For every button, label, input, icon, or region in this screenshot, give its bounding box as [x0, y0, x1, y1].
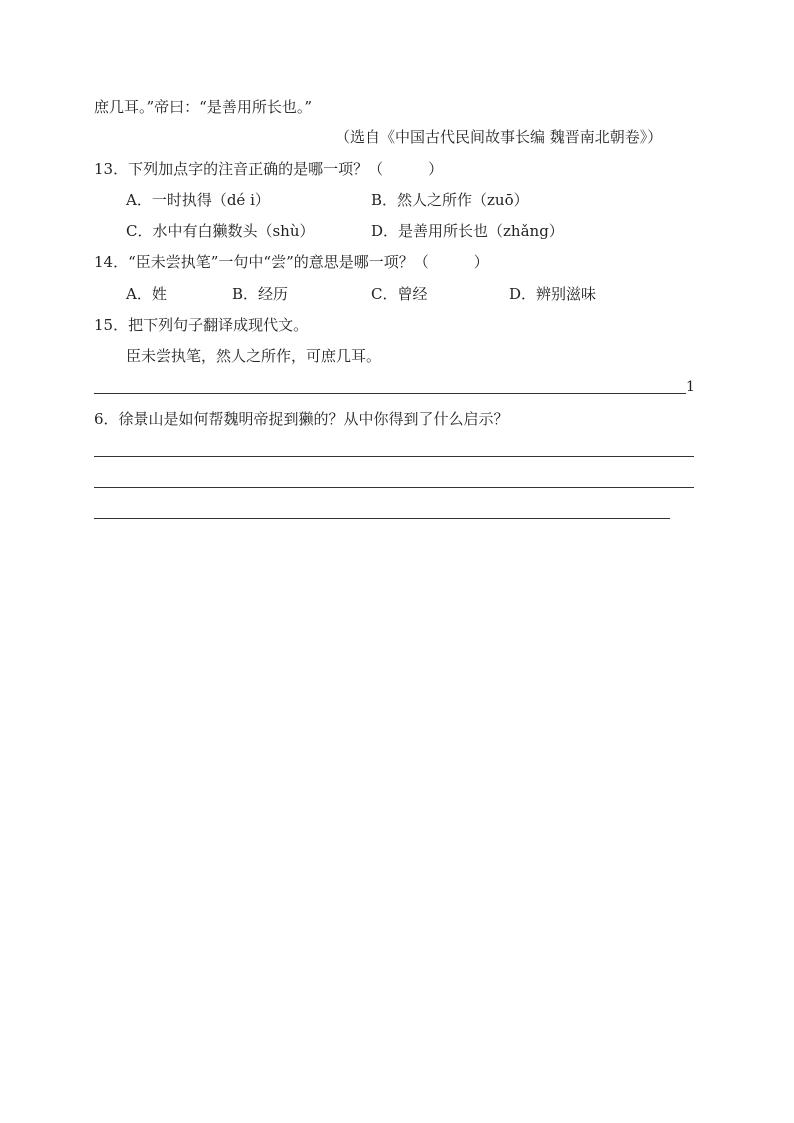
question-13-option-a: A．一时执得（dé i）: [126, 191, 270, 209]
question-14-option-b: B．经历: [232, 285, 289, 303]
question-16-stem: 6．徐景山是如何帮魏明帝捉到獭的？从中你得到了什么启示？: [94, 410, 509, 428]
question-14-option-d: D．辨别滋味: [509, 285, 597, 303]
answer-line-16-2[interactable]: [94, 487, 694, 488]
question-14-option-a: A．姓: [126, 285, 167, 303]
question-13-option-b: B．然人之所作（zuō）: [371, 191, 529, 209]
passage-closing-line: 庶几耳。”帝曰：“是善用所长也。”: [94, 98, 313, 116]
question-13-option-c: C．水中有白獭数头（shù）: [126, 222, 315, 240]
question-14-option-c: C．曾经: [371, 285, 428, 303]
passage-source: （选自《中国古代民间故事长编 魏晋南北朝卷》）: [335, 128, 663, 146]
page-number: 1: [686, 379, 695, 395]
answer-line-15[interactable]: [94, 393, 686, 394]
question-14-stem: 14．“臣未尝执笔”一句中“尝”的意思是哪一项？（ ）: [94, 253, 489, 271]
question-15-sentence: 臣未尝执笔，然人之所作，可庶几耳。: [126, 347, 382, 365]
answer-line-16-3[interactable]: [94, 518, 670, 519]
question-13-stem: 13．下列加点字的注音正确的是哪一项？（ ）: [94, 160, 444, 178]
question-15-stem: 15．把下列句子翻译成现代文。: [94, 316, 309, 334]
answer-line-16-1[interactable]: [94, 456, 694, 457]
question-13-option-d: D．是善用所长也（zhǎng）: [371, 222, 564, 240]
